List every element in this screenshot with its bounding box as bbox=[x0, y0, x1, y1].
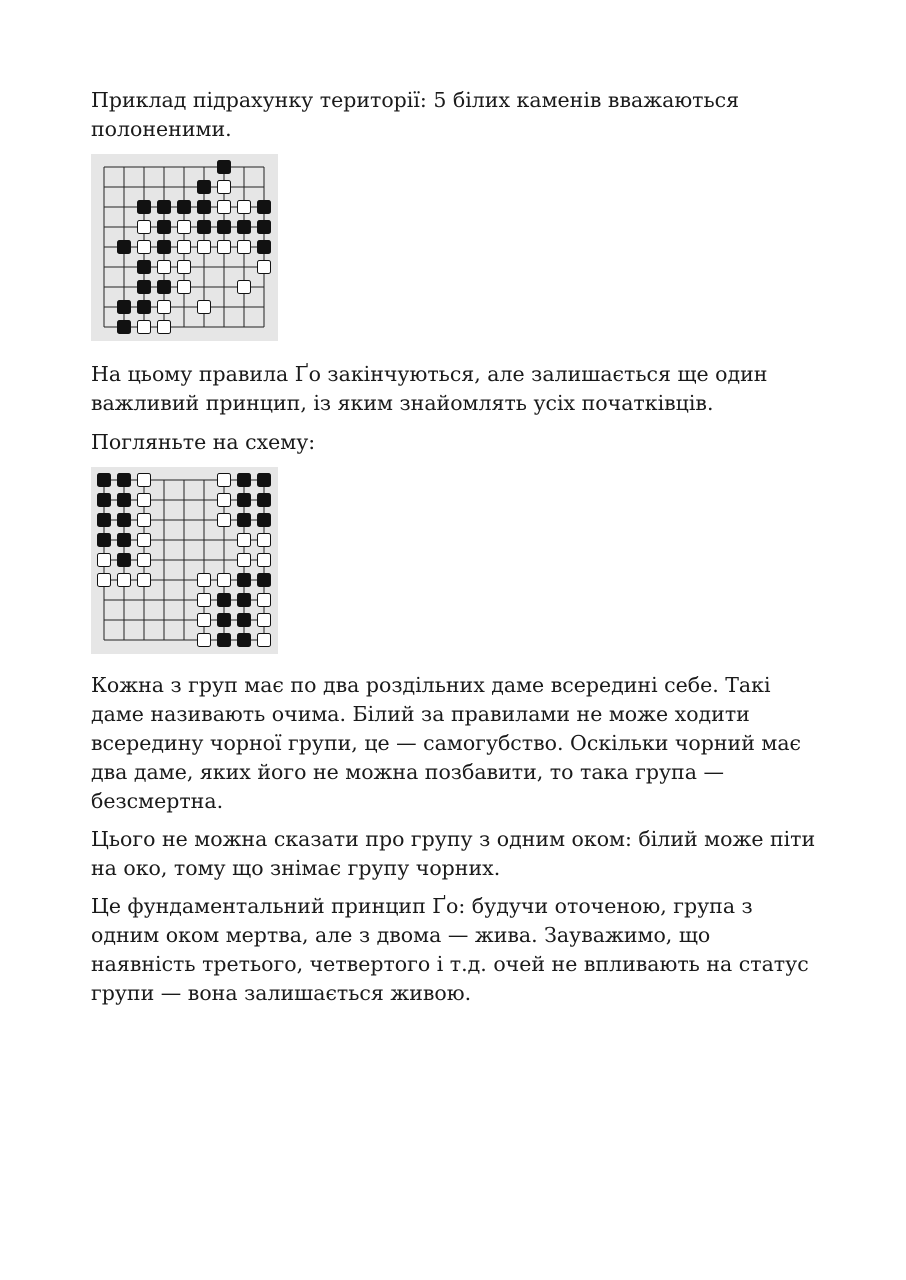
black-stone bbox=[138, 281, 151, 294]
white-stone bbox=[158, 321, 171, 334]
white-stone bbox=[198, 634, 211, 647]
white-stone bbox=[238, 534, 251, 547]
document-page bbox=[91, 86, 821, 1008]
white-stone bbox=[258, 534, 271, 547]
paragraph-principle: Це фундаментальний принцип Ґо: будучи оточеною, група з одним оком мертва, але з двома — жива. Зауважимо, що наявність третього, четвертого і т.д. очей не впливають на статус групи — вона залишається живою. bbox=[91, 894, 809, 1005]
black-stone bbox=[218, 161, 231, 174]
black-stone bbox=[258, 474, 271, 487]
black-stone bbox=[98, 534, 111, 547]
black-stone bbox=[118, 321, 131, 334]
black-stone bbox=[158, 201, 171, 214]
black-stone bbox=[198, 221, 211, 234]
black-stone bbox=[118, 494, 131, 507]
black-stone bbox=[98, 514, 111, 527]
black-stone bbox=[258, 494, 271, 507]
white-stone bbox=[158, 301, 171, 314]
white-stone bbox=[198, 301, 211, 314]
black-stone bbox=[98, 474, 111, 487]
black-stone bbox=[238, 221, 251, 234]
white-stone bbox=[238, 281, 251, 294]
black-stone bbox=[218, 634, 231, 647]
black-stone bbox=[138, 261, 151, 274]
black-stone bbox=[198, 181, 211, 194]
black-stone bbox=[218, 221, 231, 234]
white-stone bbox=[118, 574, 131, 587]
black-stone bbox=[118, 474, 131, 487]
black-stone bbox=[238, 494, 251, 507]
white-stone bbox=[218, 181, 231, 194]
white-stone bbox=[258, 614, 271, 627]
black-stone bbox=[238, 514, 251, 527]
white-stone bbox=[218, 201, 231, 214]
black-stone bbox=[158, 281, 171, 294]
white-stone bbox=[258, 261, 271, 274]
white-stone bbox=[98, 554, 111, 567]
go-diagram-eyes bbox=[91, 467, 278, 654]
black-stone bbox=[118, 554, 131, 567]
white-stone bbox=[138, 241, 151, 254]
white-stone bbox=[258, 634, 271, 647]
white-stone bbox=[138, 474, 151, 487]
paragraph-two-eyes: Кожна з груп має по два роздільних даме всередині себе. Такі даме називають очима. Білий за правилами не може ходити всередину чорної групи, це — самогубство. Оскільки чорний має два даме, яких його не можна позбавити, то така група — безсмертна. bbox=[91, 673, 802, 813]
black-stone bbox=[138, 201, 151, 214]
black-stone bbox=[258, 514, 271, 527]
white-stone bbox=[218, 514, 231, 527]
go-board-territory-svg bbox=[91, 154, 278, 341]
paragraph-rules-end: На цьому правила Ґо закінчуються, але залишається ще один важливий принцип, із яким знайомлять усіх початківців. bbox=[91, 362, 768, 415]
black-stone bbox=[198, 201, 211, 214]
white-stone bbox=[138, 221, 151, 234]
go-diagram-territory bbox=[91, 154, 278, 341]
black-stone bbox=[118, 514, 131, 527]
white-stone bbox=[198, 614, 211, 627]
white-stone bbox=[198, 241, 211, 254]
black-stone bbox=[238, 474, 251, 487]
white-stone bbox=[178, 241, 191, 254]
go-board-eyes-svg bbox=[91, 467, 278, 654]
paragraph-territory-caption: Приклад підрахунку території: 5 білих каменів вважаються полоненими. bbox=[91, 88, 740, 141]
white-stone bbox=[178, 221, 191, 234]
white-stone bbox=[138, 494, 151, 507]
black-stone bbox=[158, 221, 171, 234]
white-stone bbox=[138, 514, 151, 527]
black-stone bbox=[258, 241, 271, 254]
white-stone bbox=[238, 241, 251, 254]
black-stone bbox=[118, 301, 131, 314]
black-stone bbox=[158, 241, 171, 254]
white-stone bbox=[218, 241, 231, 254]
paragraph-look-at-scheme: Погляньте на схему: bbox=[91, 430, 316, 454]
white-stone bbox=[178, 281, 191, 294]
white-stone bbox=[158, 261, 171, 274]
white-stone bbox=[178, 261, 191, 274]
white-stone bbox=[238, 201, 251, 214]
white-stone bbox=[138, 574, 151, 587]
white-stone bbox=[138, 534, 151, 547]
black-stone bbox=[238, 614, 251, 627]
black-stone bbox=[118, 241, 131, 254]
white-stone bbox=[198, 574, 211, 587]
black-stone bbox=[258, 201, 271, 214]
black-stone bbox=[258, 574, 271, 587]
white-stone bbox=[218, 574, 231, 587]
paragraph-one-eye: Цього не можна сказати про групу з одним оком: білий може піти на око, тому що знімає групу чорних. bbox=[91, 827, 816, 880]
black-stone bbox=[118, 534, 131, 547]
black-stone bbox=[98, 494, 111, 507]
white-stone bbox=[218, 494, 231, 507]
white-stone bbox=[258, 554, 271, 567]
white-stone bbox=[198, 594, 211, 607]
black-stone bbox=[218, 614, 231, 627]
black-stone bbox=[178, 201, 191, 214]
black-stone bbox=[238, 594, 251, 607]
white-stone bbox=[238, 554, 251, 567]
black-stone bbox=[258, 221, 271, 234]
white-stone bbox=[138, 321, 151, 334]
white-stone bbox=[218, 474, 231, 487]
white-stone bbox=[98, 574, 111, 587]
white-stone bbox=[138, 554, 151, 567]
black-stone bbox=[238, 574, 251, 587]
black-stone bbox=[138, 301, 151, 314]
black-stone bbox=[218, 594, 231, 607]
black-stone bbox=[238, 634, 251, 647]
white-stone bbox=[258, 594, 271, 607]
